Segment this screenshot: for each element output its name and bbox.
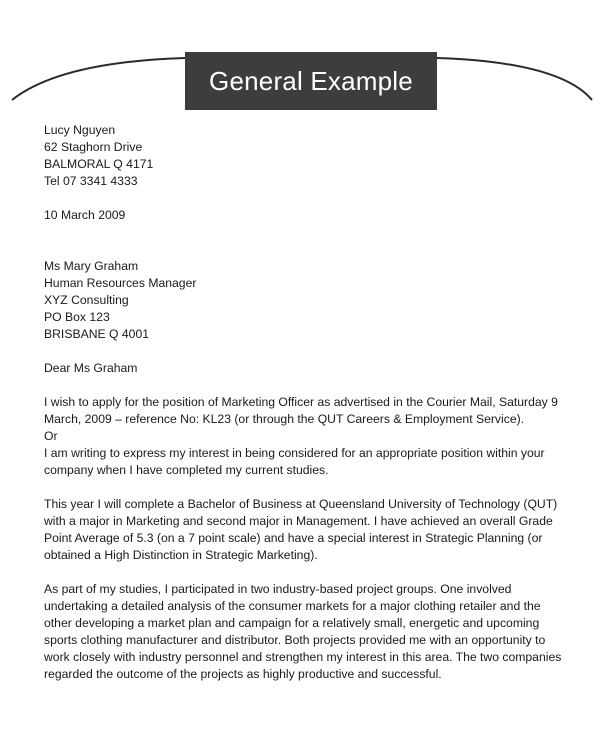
sender-name: Lucy Nguyen — [44, 123, 116, 137]
sender-address — [44, 122, 564, 190]
sender-street: 62 Staghorn Drive — [44, 140, 143, 154]
sender-suburb: BALMORAL Q 4171 — [44, 157, 154, 171]
letter-body — [44, 122, 564, 683]
letter-date: 10 March 2009 — [44, 208, 126, 222]
recipient-po-box: PO Box 123 — [44, 310, 110, 324]
recipient-position: Human Resources Manager — [44, 276, 197, 290]
paragraph-or: Or — [44, 429, 58, 443]
salutation: Dear Ms Graham — [44, 361, 138, 375]
sender-phone: Tel 07 3341 4333 — [44, 174, 138, 188]
recipient-company: XYZ Consulting — [44, 293, 129, 307]
paragraph-alternative: I am writing to express my interest in being considered for an appropriate position within your company when I have completed my current studies. — [44, 446, 545, 477]
left-arc — [12, 58, 185, 100]
recipient-address — [44, 258, 564, 343]
title-banner: General Example — [185, 52, 437, 110]
recipient-city: BRISBANE Q 4001 — [44, 327, 149, 341]
right-arc — [437, 58, 592, 100]
paragraph-projects: As part of my studies, I participated in two industry-based project groups. One involved undertaking a detailed analysis of the consumer markets for a major clothing retailer and the other developing a market plan and campaign for a relatively small, energetic and upcoming sports clothing manufacturer and distributor. Both projects provided me with an opportunity to work closely with industry personnel and strengthen my interest in this area. The two companies regarded the outcome of the projects as highly productive and successful. — [44, 582, 562, 681]
paragraph-education: This year I will complete a Bachelor of Business at Queensland University of Technology (QUT) with a major in Marketing and second major in Management. I have achieved an overall Grade Point Average of 5.3 (on a 7 point scale) and have a special interest in Strategic Planning (or obtained a High Distinction in Strategic Marketing). — [44, 497, 558, 562]
recipient-name: Ms Mary Graham — [44, 259, 139, 273]
paragraph-application: I wish to apply for the position of Marketing Officer as advertised in the Courier Mail, Saturday 9 March, 2009 – reference No: KL23 (or through the QUT Careers & Employment Service). — [44, 395, 558, 426]
